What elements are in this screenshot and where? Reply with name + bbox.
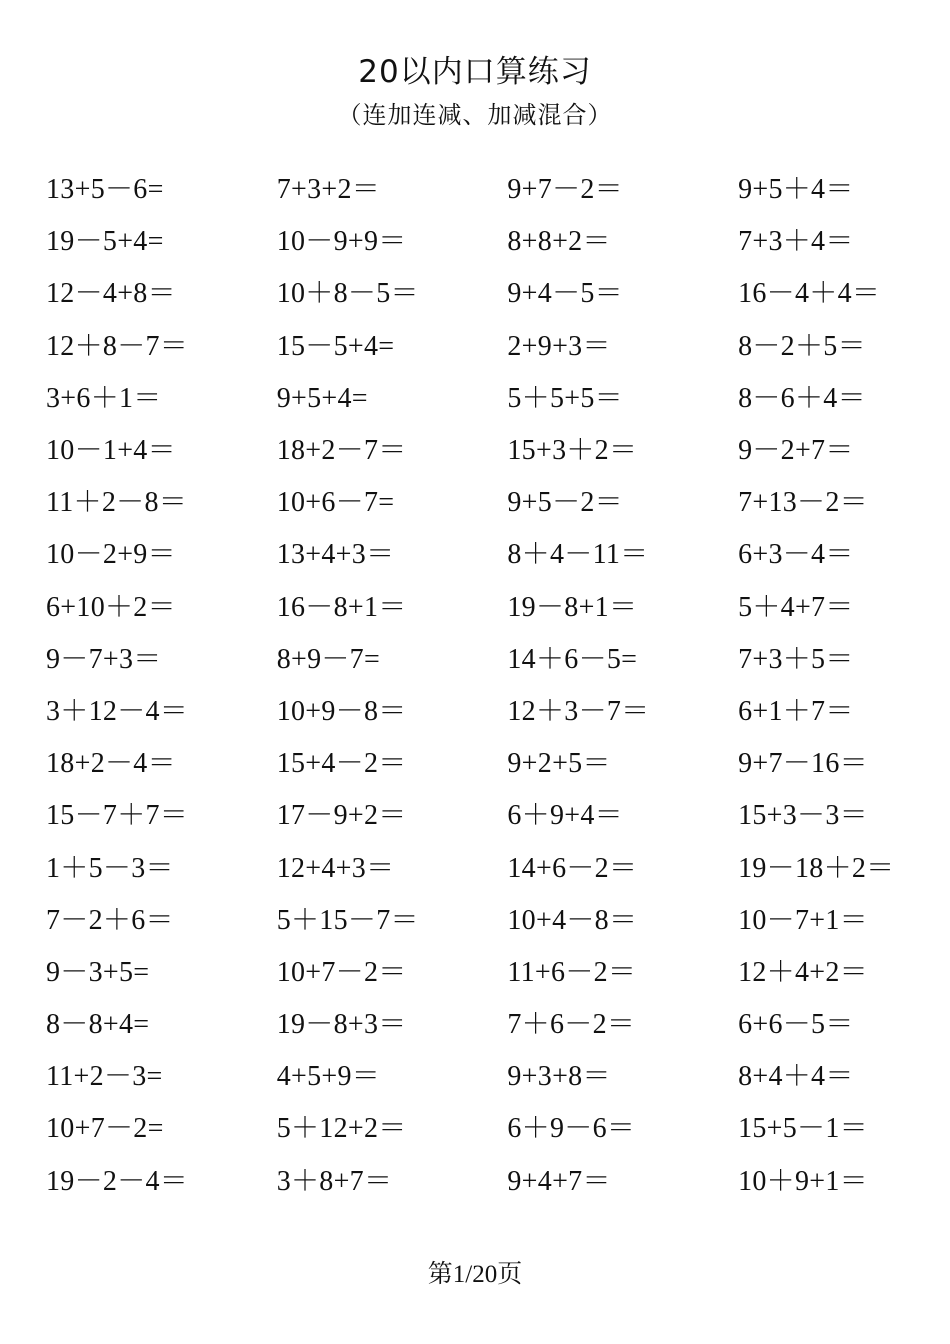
arithmetic-problem: 7+3＋4＝ [738,226,854,258]
arithmetic-problem: 10＋8－5＝ [276,278,419,310]
arithmetic-problem: 15－5+4= [276,330,395,362]
arithmetic-problem: 9+4－5＝ [507,278,623,310]
arithmetic-problem: 6＋9+4＝ [507,800,623,832]
arithmetic-problem: 13+4+3＝ [276,539,395,571]
arithmetic-problem: 19－5+4= [46,226,164,258]
arithmetic-problem: 10－2+9＝ [46,539,176,571]
arithmetic-problem: 10＋9+1＝ [738,1165,868,1197]
arithmetic-problem: 10+7－2＝ [276,956,407,988]
arithmetic-problem: 11＋2－8＝ [46,487,188,519]
problem-row [46,373,926,425]
arithmetic-problem: 7+3+2＝ [276,174,381,206]
arithmetic-problem: 2+9+3＝ [507,330,611,362]
arithmetic-problem: 14＋6－5= [507,643,638,675]
arithmetic-problem: 9+7－16＝ [738,748,868,780]
arithmetic-problem: 18+2－7＝ [276,435,407,467]
arithmetic-problem: 9－7+3＝ [46,643,162,675]
problem-row [46,1156,926,1208]
arithmetic-problem: 9+7－2＝ [507,174,623,206]
arithmetic-problem: 19－18＋2＝ [738,852,895,884]
arithmetic-problem: 15+3－3＝ [738,800,868,832]
arithmetic-problem: 7＋6－2＝ [507,1009,636,1041]
arithmetic-problem: 10－1+4＝ [46,435,176,467]
problem-row [46,216,926,268]
page-subtitle: （连加连减、加减混合） [337,101,613,129]
arithmetic-problem: 10+9－8＝ [276,695,407,727]
arithmetic-problem: 11+2－3= [46,1061,163,1093]
arithmetic-problem: 8－6＋4＝ [738,382,866,414]
arithmetic-problem: 11+6－2＝ [507,956,637,988]
arithmetic-problem: 5＋12+2＝ [276,1113,407,1145]
problem-row [46,321,926,373]
arithmetic-problem: 6+10＋2＝ [46,591,176,623]
arithmetic-problem: 9+5＋4＝ [738,174,854,206]
arithmetic-problem: 3＋12－4＝ [46,695,189,727]
arithmetic-problem: 8+9－7= [276,643,381,675]
arithmetic-problem: 9+2+5＝ [507,748,611,780]
problem-row [46,790,926,842]
arithmetic-problem: 3＋8+7＝ [276,1165,393,1197]
problem-row [46,686,926,738]
arithmetic-problem: 17－9+2＝ [276,800,407,832]
arithmetic-problem: 19－8+1＝ [507,591,638,623]
arithmetic-problem: 9+5+4= [276,382,368,414]
arithmetic-problem: 9+5－2＝ [507,487,623,519]
arithmetic-problem: 12－4+8＝ [46,278,176,310]
arithmetic-problem: 3+6＋1＝ [46,382,162,414]
problem-row [46,895,926,947]
problem-row [46,164,926,216]
arithmetic-problem: 19－2－4＝ [46,1165,189,1197]
arithmetic-problem: 16－4＋4＝ [738,278,881,310]
problem-row [46,1051,926,1103]
arithmetic-problem: 16－8+1＝ [276,591,407,623]
arithmetic-problem: 5＋15－7＝ [276,904,419,936]
arithmetic-problem: 6+6－5＝ [738,1009,854,1041]
arithmetic-problem: 8－2＋5＝ [738,330,866,362]
arithmetic-problem: 9－3+5= [46,956,150,988]
problem-row [46,634,926,686]
arithmetic-problem: 15+5－1＝ [738,1113,868,1145]
arithmetic-problem: 6＋9－6＝ [507,1113,636,1145]
arithmetic-problem: 7+3＋5＝ [738,643,854,675]
arithmetic-problem: 9－2+7＝ [738,435,854,467]
problem-row [46,582,926,634]
page-title: 20以内口算练习 [358,54,592,90]
arithmetic-problem: 4+5+9＝ [276,1061,381,1093]
problem-row [46,738,926,790]
arithmetic-problem: 15－7＋7＝ [46,800,189,832]
arithmetic-problem: 7+13－2＝ [738,487,868,519]
page-number: 第1/20页 [427,1261,523,1288]
arithmetic-problem: 14+6－2＝ [507,852,638,884]
arithmetic-problem: 12＋3－7＝ [507,695,650,727]
arithmetic-problem: 13+5－6= [46,174,164,206]
arithmetic-problem: 12＋4+2＝ [738,956,868,988]
arithmetic-problem: 5＋5+5＝ [507,382,623,414]
problem-row [46,842,926,894]
problem-row [46,425,926,477]
arithmetic-problem: 6+1＋7＝ [738,695,854,727]
arithmetic-problem: 15+4－2＝ [276,748,407,780]
problem-row [46,999,926,1051]
arithmetic-problem: 10+6－7= [276,487,395,519]
problem-row [46,529,926,581]
arithmetic-problem: 10－7+1＝ [738,904,868,936]
arithmetic-problem: 19－8+3＝ [276,1009,407,1041]
arithmetic-problem: 12＋8－7＝ [46,330,189,362]
arithmetic-problem: 10－9+9＝ [276,226,407,258]
arithmetic-problem: 8+4＋4＝ [738,1061,854,1093]
arithmetic-problem: 18+2－4＝ [46,748,176,780]
arithmetic-problem: 10+4－8＝ [507,904,638,936]
problem-row [46,1103,926,1155]
arithmetic-problem: 9+3+8＝ [507,1061,611,1093]
arithmetic-problem: 6+3－4＝ [738,539,854,571]
problem-row [46,947,926,999]
problem-row [46,268,926,320]
arithmetic-problem: 8－8+4= [46,1009,150,1041]
arithmetic-problem: 8+8+2＝ [507,226,611,258]
arithmetic-problem: 10+7－2= [46,1113,164,1145]
problem-row [46,477,926,529]
problem-grid [46,164,926,1208]
arithmetic-problem: 9+4+7＝ [507,1165,611,1197]
arithmetic-problem: 12+4+3＝ [276,852,395,884]
arithmetic-problem: 8＋4－11＝ [507,539,649,571]
arithmetic-problem: 5＋4+7＝ [738,591,854,623]
arithmetic-problem: 1＋5－3＝ [46,852,174,884]
arithmetic-problem: 15+3＋2＝ [507,435,638,467]
arithmetic-problem: 7－2＋6＝ [46,904,174,936]
